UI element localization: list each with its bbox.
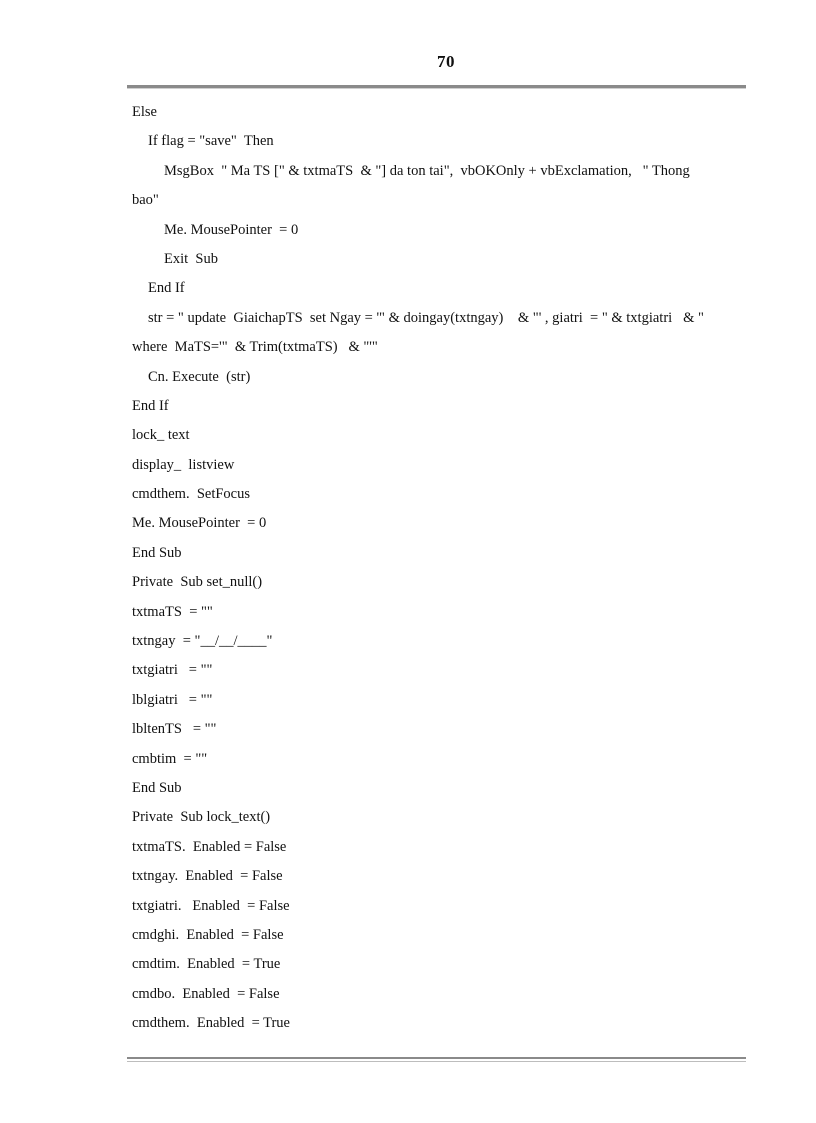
code-listing <box>132 98 732 1039</box>
code-line: End If <box>132 397 169 414</box>
code-line: lbltenTS = "" <box>132 721 217 738</box>
code-line: cmdghi. Enabled = False <box>132 926 284 943</box>
footer-rule-shadow <box>127 1061 746 1062</box>
code-line: lock_ text <box>132 427 190 444</box>
code-line: txtmaTS. Enabled = False <box>132 838 287 855</box>
footer-rule <box>127 1057 746 1059</box>
code-line: txtmaTS = "" <box>132 603 213 620</box>
code-line: bao" <box>132 192 159 209</box>
code-line: txtgiatri = "" <box>132 662 213 679</box>
code-line: Else <box>132 104 157 120</box>
code-line: Me. MousePointer = 0 <box>164 221 299 238</box>
code-line: txtngay = "__/__/____" <box>132 633 273 650</box>
code-line: cmdthem. Enabled = True <box>132 1015 290 1032</box>
code-line: Private Sub lock_text() <box>132 809 271 826</box>
code-line: cmdthem. SetFocus <box>132 486 251 503</box>
code-line: display_ listview <box>132 456 235 473</box>
code-line: str = " update GiaichapTS set Ngay = '" & doingay(txtngay) & "' , giatri = " & txtgiatri & " <box>148 309 704 326</box>
code-line: End Sub <box>132 544 182 561</box>
code-line: Cn. Execute (str) <box>148 368 251 385</box>
code-line: cmdbo. Enabled = False <box>132 985 280 1002</box>
code-line: txtngay. Enabled = False <box>132 868 283 885</box>
page-number: 70 <box>437 52 455 71</box>
code-line: Exit Sub <box>164 250 218 267</box>
code-line: txtgiatri. Enabled = False <box>132 897 290 914</box>
code-line: cmbtim = "" <box>132 750 208 767</box>
code-line: cmdtim. Enabled = True <box>132 956 281 973</box>
code-line: If flag = "save" Then <box>148 133 274 150</box>
code-line: End Sub <box>132 779 182 796</box>
code-line: Me. MousePointer = 0 <box>132 515 267 532</box>
code-line: MsgBox " Ma TS [" & txtmaTS & "] da ton tai", vbOKOnly + vbExclamation, " Thong <box>164 162 690 179</box>
code-line: Private Sub set_null() <box>132 574 263 591</box>
code-line: where MaTS='" & Trim(txtmaTS) & "'" <box>132 339 378 356</box>
code-line: End If <box>148 280 185 297</box>
header-rule-shadow <box>127 88 746 89</box>
code-line: lblgiatri = "" <box>132 691 213 708</box>
